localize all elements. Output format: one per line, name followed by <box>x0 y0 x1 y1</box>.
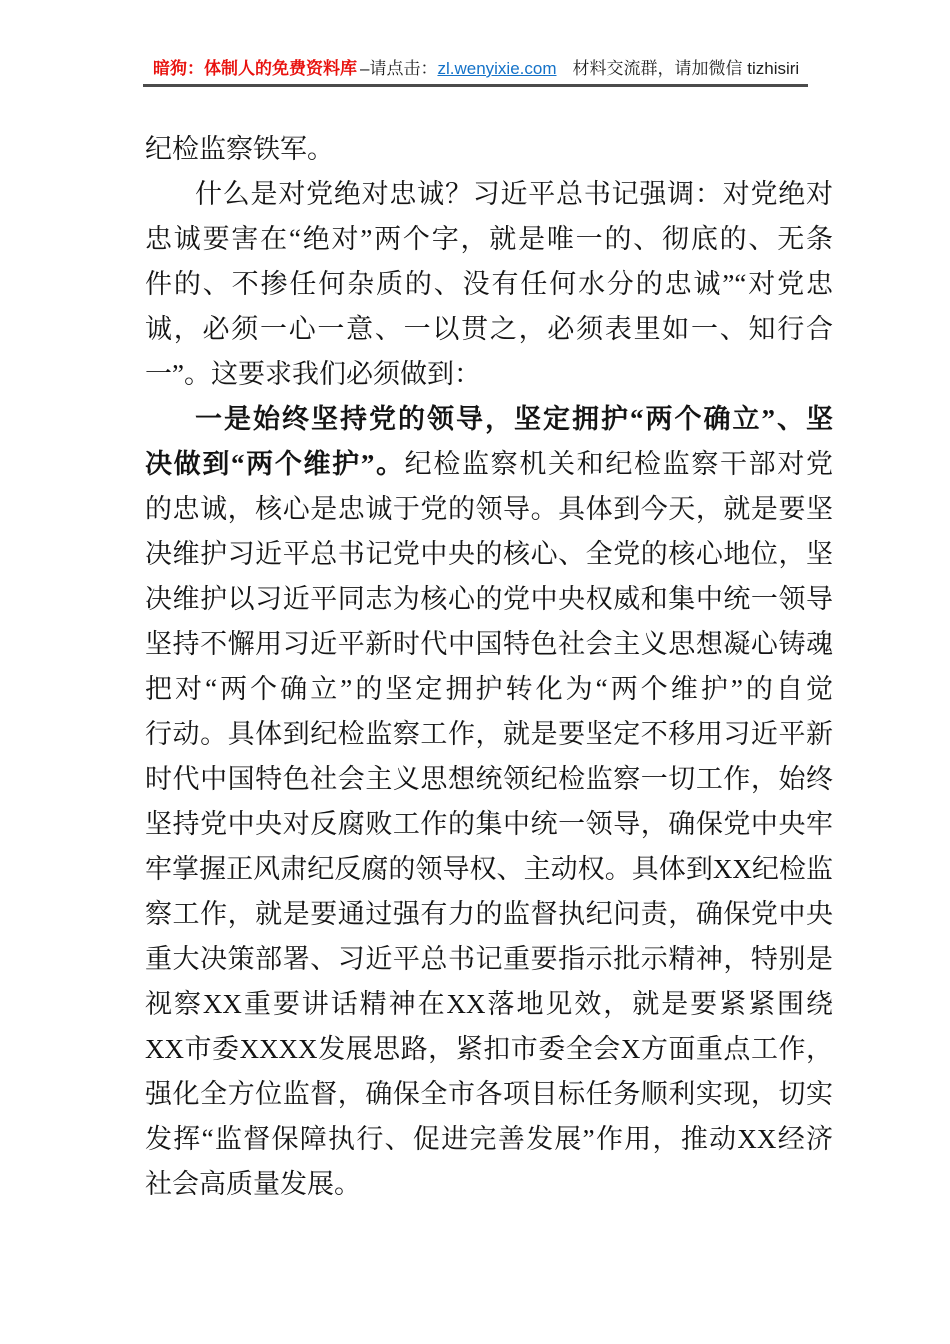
text-run: 纪检监察机关和纪检监察干部对党 <box>404 449 834 479</box>
click-hint: –请点击： <box>360 59 438 78</box>
body-text-line: XX市委XXXX发展思路，紧扣市委全会X方面重点工作， <box>145 1034 833 1064</box>
body-text-line: 把对“两个确立”的坚定拥护转化为“两个维护”的自觉 <box>145 674 833 704</box>
document-body <box>145 127 833 1207</box>
body-text-line: 时代中国特色社会主义思想统领纪检监察一切工作，始终 <box>145 764 833 794</box>
group-note: 材料交流群，请加微信 tizhisiri <box>572 59 800 78</box>
body-text-line: 发挥“监督保障执行、促进完善发展”作用，推动XX经济 <box>145 1124 833 1154</box>
body-text-line: 什么是对党绝对忠诚？习近平总书记强调：对党绝对 <box>195 179 833 209</box>
body-text-line: 牢掌握正风肃纪反腐的领导权、主动权。具体到XX纪检监 <box>145 854 833 884</box>
body-text-line-heading: 一是始终坚持党的领导，坚定拥护“两个确立”、坚 <box>195 404 833 434</box>
body-text-line: 强化全方位监督，确保全市各项目标任务顺利实现，切实 <box>145 1079 833 1109</box>
body-text-line: 决维护以习近平同志为核心的党中央权威和集中统一领导 <box>145 584 833 614</box>
body-text-line: 纪检监察铁军。 <box>145 134 334 164</box>
site-label: 暗狗：体制人的免费资料库 <box>153 59 357 78</box>
body-text-line <box>145 442 833 487</box>
body-text-line: 诚，必须一心一意、一以贯之，必须表里如一、知行合 <box>145 314 833 344</box>
body-text-line: 的忠诚，核心是忠诚于党的领导。具体到今天，就是要坚 <box>145 494 833 524</box>
site-link[interactable]: zl.wenyixie.com <box>437 59 557 78</box>
body-text-line: 视察XX重要讲话精神在XX落地见效，就是要紧紧围绕 <box>145 989 833 1019</box>
body-text-line: 重大决策部署、习近平总书记重要指示批示精神，特别是 <box>145 944 833 974</box>
bold-run: 决做到“两个维护”。 <box>145 449 405 479</box>
body-text-line: 察工作，就是要通过强有力的监督执纪问责，确保党中央 <box>145 899 833 929</box>
body-text-line: 决维护习近平总书记党中央的核心、全党的核心地位，坚 <box>145 539 833 569</box>
body-text-line: 行动。具体到纪检监察工作，就是要坚定不移用习近平新 <box>145 719 833 749</box>
body-text-line: 坚持党中央对反腐败工作的集中统一领导，确保党中央牢 <box>145 809 833 839</box>
header-banner <box>143 58 808 87</box>
body-text-line: 社会高质量发展。 <box>145 1169 361 1199</box>
body-text-line: 忠诚要害在“绝对”两个字，就是唯一的、彻底的、无条 <box>145 224 833 254</box>
body-text-line: 坚持不懈用习近平新时代中国特色社会主义思想凝心铸魂 <box>145 629 833 659</box>
body-text-line: 件的、不掺任何杂质的、没有任何水分的忠诚”“对党忠 <box>145 269 833 299</box>
body-text-line: 一”。这要求我们必须做到： <box>145 359 481 389</box>
